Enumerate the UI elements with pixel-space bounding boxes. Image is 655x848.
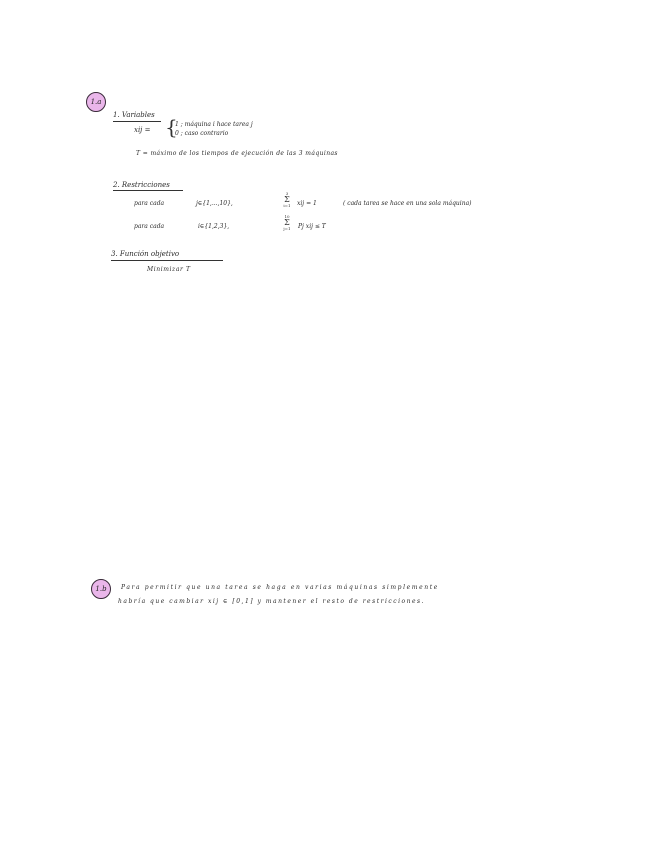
part-b-badge-label: 1.b [95, 585, 107, 593]
objective-function: Minimizar T [147, 266, 191, 273]
restriction-2-sum-top: 10 [284, 214, 290, 219]
restriction-1-sum [281, 192, 293, 208]
objective-heading [111, 250, 179, 258]
restriction-2-domain: i∈{1,2,3}, [198, 223, 230, 230]
restriction-2-expr: Pj xij ≤ T [298, 223, 326, 230]
restriction-2-para: para cada [134, 223, 165, 230]
restriction-1-domain: j∈{1,...,10}, [196, 200, 233, 207]
case-zero: 0 ; caso contrario [175, 130, 229, 137]
restriction-2-sum [281, 215, 293, 231]
sigma-symbol: Σ [284, 195, 290, 204]
objective-heading-underline [111, 260, 223, 261]
t-definition: T = máximo de los tiempos de ejecución de las 3 máquinas [136, 150, 338, 157]
objective-heading-text: 3. Función objetivo [111, 250, 180, 258]
variable-lhs: xij = [134, 126, 151, 134]
sigma-symbol: Σ [284, 218, 290, 227]
restriction-1-expr: xij = 1 [297, 200, 317, 207]
restriction-1-note: ( cada tarea se hace en una sola máquina) [343, 200, 472, 207]
restrictions-heading-underline [113, 190, 183, 191]
variables-heading-underline [113, 121, 161, 122]
restrictions-heading [113, 181, 170, 189]
case-one: 1 ; máquina i hace tarea j [175, 121, 253, 128]
restrictions-heading-text: 2. Restricciones [113, 181, 170, 189]
part-a-badge [86, 92, 106, 112]
restriction-2-sum-bottom: j=1 [283, 226, 291, 231]
restriction-1-para: para cada [134, 200, 165, 207]
part-b-line-2: habría que cambiar xij ∈ [0,1] y mantener el resto de restricciones. [118, 598, 426, 605]
cases-brace: { [165, 115, 178, 139]
restriction-1-sum-bottom: i=1 [283, 203, 291, 208]
part-b-badge [91, 579, 111, 599]
part-b-line-1: Para permitir que una tarea se haga en varias máquinas simplemente [121, 584, 439, 591]
variables-heading-text: 1. Variables [113, 111, 155, 119]
restriction-1-sum-top: 3 [285, 191, 289, 196]
variables-heading [113, 111, 155, 119]
part-a-badge-label: 1.a [90, 98, 102, 106]
